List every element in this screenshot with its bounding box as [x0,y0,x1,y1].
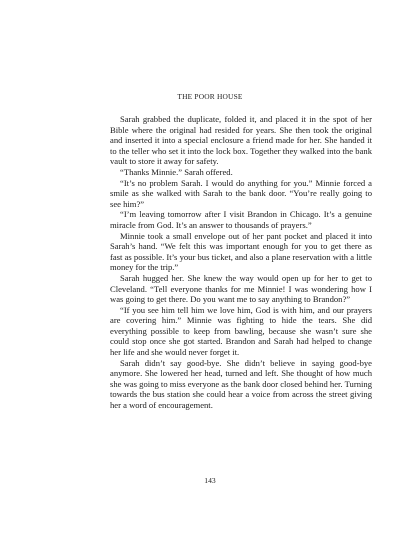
body-text [110,114,372,411]
paragraph: “Thanks Minnie.” Sarah offered. [120,166,233,177]
paragraph: “I’m leaving tomorrow after I visit Brandon in Chicago. It’s a genuine miracle from God. It’s an answer to thousands of prayers.” [110,209,372,230]
running-head: THE POOR HOUSE [177,92,243,101]
page-number: 143 [204,476,216,485]
paragraph: Sarah hugged her. She knew the way would open up for her to get to Cleveland. “Tell everyone thanks for me Minnie! I was wondering how I was going to get there. Do you want me to say anything to Brandon?” [110,272,372,305]
paragraph: “It’s no problem Sarah. I would do anything for you.” Minnie forced a smile as she walked with Sarah to the bank door. “You’re really going to see him?” [110,177,372,209]
paragraph: “If you see him tell him we love him, God is with him, and our prayers are covering him.” Minnie was fighting to hide the tears. She did everything possible to keep from bawling, because she wasn’t sure she could stop once she got started. Brandon and Sarah had helped to change her life and she would never forget it. [110,304,372,358]
paragraph: Sarah didn’t say good-bye. She didn’t believe in saying good-bye anymore. She lowered her head, turned and left. She thought of how much she was going to miss everyone as the bank door closed behind her. Turning towards the bus station she could hear a voice from across the street giving her a word of encouragement. [110,357,372,411]
paragraph: Sarah grabbed the duplicate, folded it, and placed it in the spot of her Bible where the original had resided for years. She then took the original and inserted it into a special enclosure a friend made for her. She handed it to the teller who set it into the lock box. Together they walked into the bank vault to store it away for safety. [110,114,372,167]
paragraph: Minnie took a small envelope out of her pant pocket and placed it into Sarah’s hand. “We felt this was important enough for you to get there as fast as possible. It’s your bus ticket, and also a plane reservation with a little money for the trip.” [110,230,372,273]
